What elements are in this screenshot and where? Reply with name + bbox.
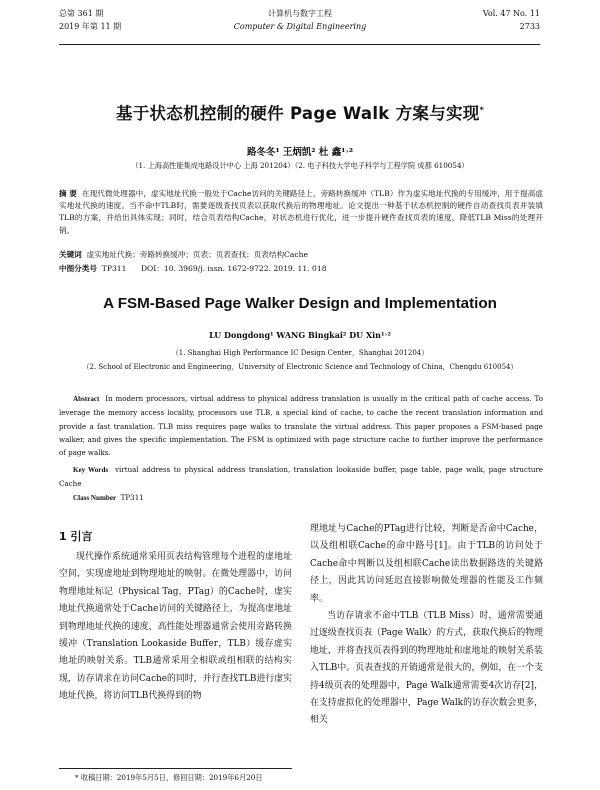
classification-en — [73, 493, 144, 502]
affiliation-cn: （1. 上海高性能集成电路设计中心 上海 201204）（2. 电子科技大学电子科学与工程学院 成都 610054） — [131, 161, 469, 170]
abstract-cn-label: 摘 要 — [59, 189, 78, 198]
page-number: 2733 — [519, 22, 540, 31]
journal-name-en: Computer & Digital Engineering — [233, 22, 367, 31]
abstract-cn — [59, 188, 543, 237]
issue-year: 2019 年第 11 期 — [59, 22, 122, 31]
journal-name-cn: 计算机与数字工程 — [268, 9, 332, 18]
authors-cn: 路冬冬¹ 王炳凯² 杜 鑫¹˒² — [246, 147, 354, 158]
affiliation-en-1: （1. Shanghai High Performance IC Design Center，Shanghai 201204） — [171, 349, 429, 357]
class-en-label: Class Number — [73, 494, 117, 502]
keywords-cn-text: 虚实地址代换；旁路转换缓冲；页表；页表查找；页表结构Cache — [86, 250, 309, 259]
keywords-cn — [59, 249, 308, 261]
paper-title-cn — [0, 100, 600, 124]
authors-en: LU Dongdong¹ WANG Bingkai² DU Xin¹˒² — [209, 330, 391, 340]
abstract-cn-text: 在现代微处理器中，虚实地址代换一般处于Cache访问的关键路径上，旁路转换缓冲（TLB）作为虚实地址代换的专用缓冲，用于提高虚实地址代换的速度。当不命中TLB时，需要逐级查找页表以获取代换后的物理地址。论文提出一种基于状态机控制的硬件自动查找页表并装填TLB的方案，并给出具体实现；同时，结合页表结构Cache，对状态机进行优化，进一步提升硬件查找页表的速度，降低TLB Miss的处理开销。 — [59, 189, 543, 235]
abstract-en-text: In modern processors, virtual address to physical address translation is usually in the critical path of cache access. To leverage the memory access locality, processors use TLB, a special kind of cache, to cache the recent translation information and provide a fast translation. TLB miss requires page walks to translate the virtual address. This paper proposes a FSM-based page walker, and gives the specific implementation. The FSM is optimized with page structure cache to further improve the performance of page walks. — [59, 394, 543, 458]
header-rule — [59, 44, 540, 45]
keywords-en — [59, 463, 543, 491]
keywords-en-label: Key Words — [73, 466, 109, 474]
class-cn-value: TP311 — [101, 264, 127, 273]
footnote-rule — [59, 768, 292, 769]
volume-number: Vol. 47 No. 11 — [482, 9, 540, 18]
section-heading: 1 引言 — [59, 530, 93, 543]
footnote: * 收稿日期：2019年5月5日，修回日期：2019年6月20日 — [75, 773, 263, 782]
doi: DOI：10. 3969/j. issn. 1672-9722. 2019. 11. 018 — [140, 264, 327, 273]
running-header — [0, 8, 600, 48]
affiliation-en-2: （2. School of Electronic and Engineering，University of Electronic Science and Technology of China，Chengdu 610054） — [82, 363, 518, 371]
abstract-en — [59, 392, 543, 459]
keywords-en-text: virtual address to physical address translation, translation lookaside buffer, page table, page walk, page structure Cache — [59, 465, 543, 489]
body-column-right — [310, 521, 543, 730]
body-paragraph: 理地址与Cache的PTag进行比较，判断是否命中Cache，以及组相联Cache的命中路号[1]。由于TLB的访问处于Cache命中判断以及组相联Cache读出数据路选的关键路径上，因此其访问延迟直接影响微处理器的性能及工作频率。 — [310, 524, 543, 604]
class-en-value: TP311 — [120, 493, 144, 502]
title-footnote-mark: * — [479, 105, 485, 115]
paper-title-en: A FSM-Based Page Walker Design and Implementation — [103, 295, 497, 312]
keywords-cn-label: 关键词 — [59, 250, 82, 259]
abstract-en-label: Abstract — [73, 395, 100, 403]
issue-number: 总第 361 期 — [59, 9, 104, 18]
class-cn-label: 中图分类号 — [59, 264, 97, 273]
classification-cn — [59, 263, 327, 275]
title-cn-text: 基于状态机控制的硬件 Page Walk 方案与实现 — [115, 104, 480, 123]
body-column-left — [59, 549, 292, 706]
body-paragraph: 当访存请求不命中TLB（TLB Miss）时，通常需要通过逐级查找页表（Page Walk）的方式，获取代换后的物理地址，并将查找页表得到的物理地址和虚地址的映射关系装入TLB中。页表查找的开销通常是很大的，例如，在一个支持4级页表的处理器中，Page Walk通常需要4次访存[2]，在支持虚拟化的处理器中，Page Walk的访存次数会更多，相关 — [310, 611, 543, 726]
body-paragraph: 现代操作系统通常采用页表结构管理每个进程的虚地址空间，实现虚地址到物理地址的映射。在微处理器中，访问物理地址标记（Physical Tag，PTag）的Cache时，虚实地址代换通常处于Cache访问的关键路径上，为提高虚地址到物理地址代换的速度，高性能处理器通常会使用旁路转换缓冲（Translation Lookaside Buffer，TLB）缓存虚实地址的映射关系。TLB通常采用全相联或组相联的结构实现，访存请求在访问Cache的同时，并行查找TLB进行虚实地址代换，将访问TLB代换得到的物 — [59, 552, 292, 702]
